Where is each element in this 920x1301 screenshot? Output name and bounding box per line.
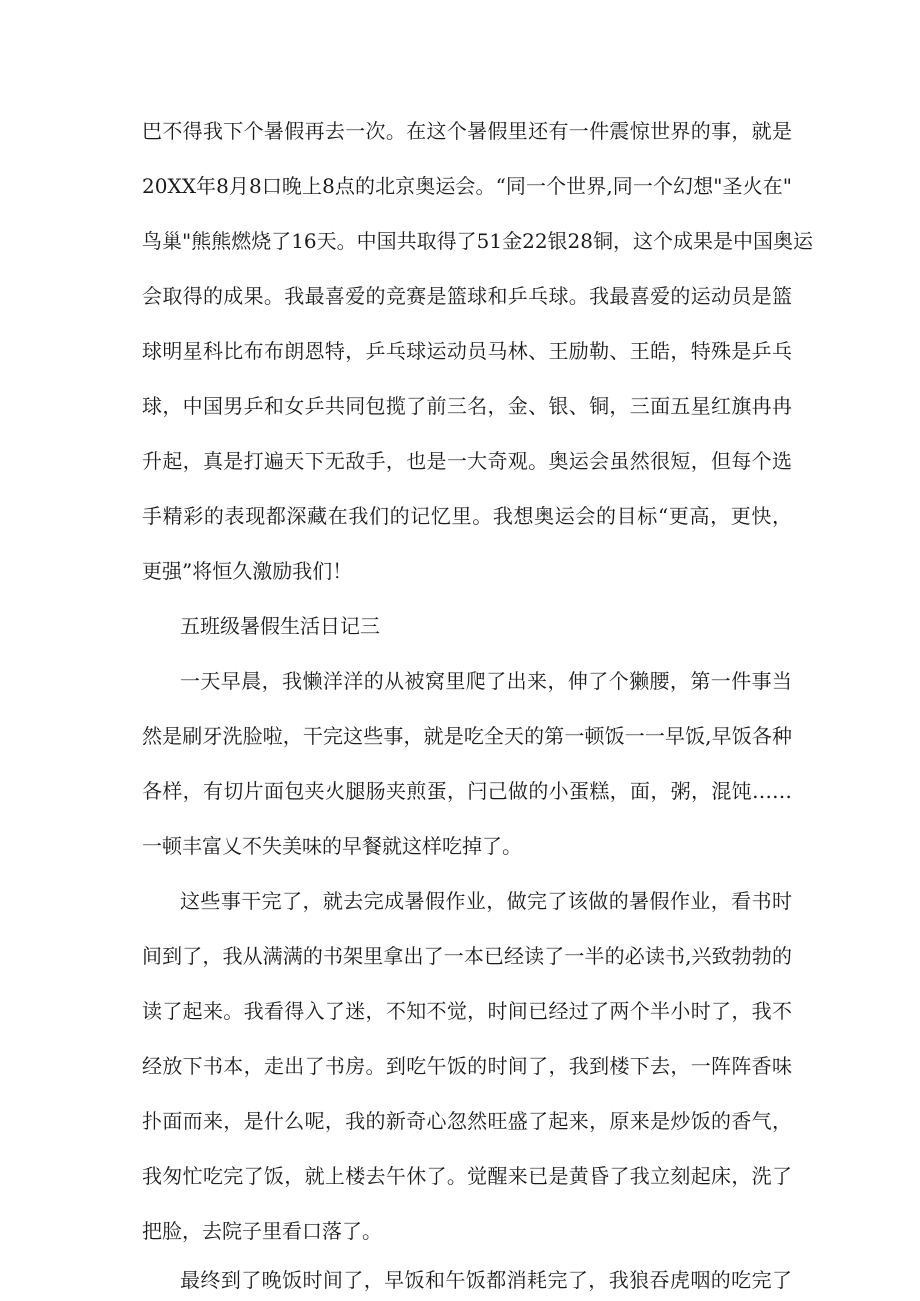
text-line: 这些事干完了，就去完成暑假作业，做完了该做的暑假作业，看书时 <box>180 889 792 913</box>
text-line: 升起，真是打遍天下无敌手，也是一大奇观。奥运会虽然很短，但每个选 <box>142 449 792 473</box>
text-line: 巴不得我下个暑假再去一次。在这个暑假里还有一件震惊世界的事，就是 <box>142 119 792 143</box>
text-line: 把脸，去院子里看口落了。 <box>142 1219 382 1243</box>
text-line: 各样，有切片面包夹火腿肠夹煎蛋，闩己做的小蛋糕，面，粥，混饨…… <box>142 779 792 803</box>
text-line: 会取得的成果。我最喜爱的竞赛是篮球和乒乓球。我最喜爱的运动员是篮 <box>142 284 792 308</box>
text-line: 球，中国男乒和女乒共同包揽了前三名，金、银、铜，三面五星红旗冉冉 <box>142 394 792 418</box>
text-line: 然是刷牙洗脸啦，干完这些事，就是吃全天的第一顿饭一一早饭,早饭各种 <box>142 724 792 748</box>
text-line: 手精彩的表现都深藏在我们的记忆里。我想奥运会的目标“更高，更快， <box>142 504 792 528</box>
text-line: 球明星科比布布朗恩特，乒乓球运动员马林、王励勒、王皓，特殊是乒乓 <box>142 339 792 363</box>
section-heading: 五班级暑假生活日记三 <box>180 614 380 638</box>
text-line: 我匆忙吃完了饭，就上楼去午休了。觉醒来已是黄昏了我立刻起床，洗了 <box>142 1164 792 1188</box>
text-line: 经放下书本，走出了书房。到吃午饭的时间了，我到楼下去，一阵阵香味 <box>142 1054 792 1078</box>
text-line: 最终到了晚饭时间了，早饭和午饭都消耗完了，我狼吞虎咽的吃完了 <box>180 1268 792 1292</box>
text-line: 一天早晨，我懒洋洋的从被窝里爬了出来，伸了个獭腰，第一件事当 <box>180 669 792 693</box>
text-line: 20XX年8月8口晚上8点的北京奥运会。“同一个世界,同一个幻想"圣火在" <box>142 174 792 198</box>
text-line: 更强”将恒久激励我们！ <box>142 559 353 583</box>
text-line: 一顿丰富乂不失美味的早餐就这样吃掉了。 <box>142 834 522 858</box>
text-line: 扑面而来，是什么呢，我的新奇心忽然旺盛了起来，原来是炒饭的香气， <box>142 1109 792 1133</box>
text-line: 鸟巢"熊熊燃烧了16天。中国共取得了51金22银28铜，这个成果是中国奥运 <box>142 229 813 253</box>
text-line: 间到了，我从满满的书架里拿出了一本已经读了一半的必读书,兴致勃勃的 <box>142 944 792 968</box>
text-line: 读了起来。我看得入了迷，不知不觉，时间已经过了两个半小时了，我不 <box>142 999 792 1023</box>
